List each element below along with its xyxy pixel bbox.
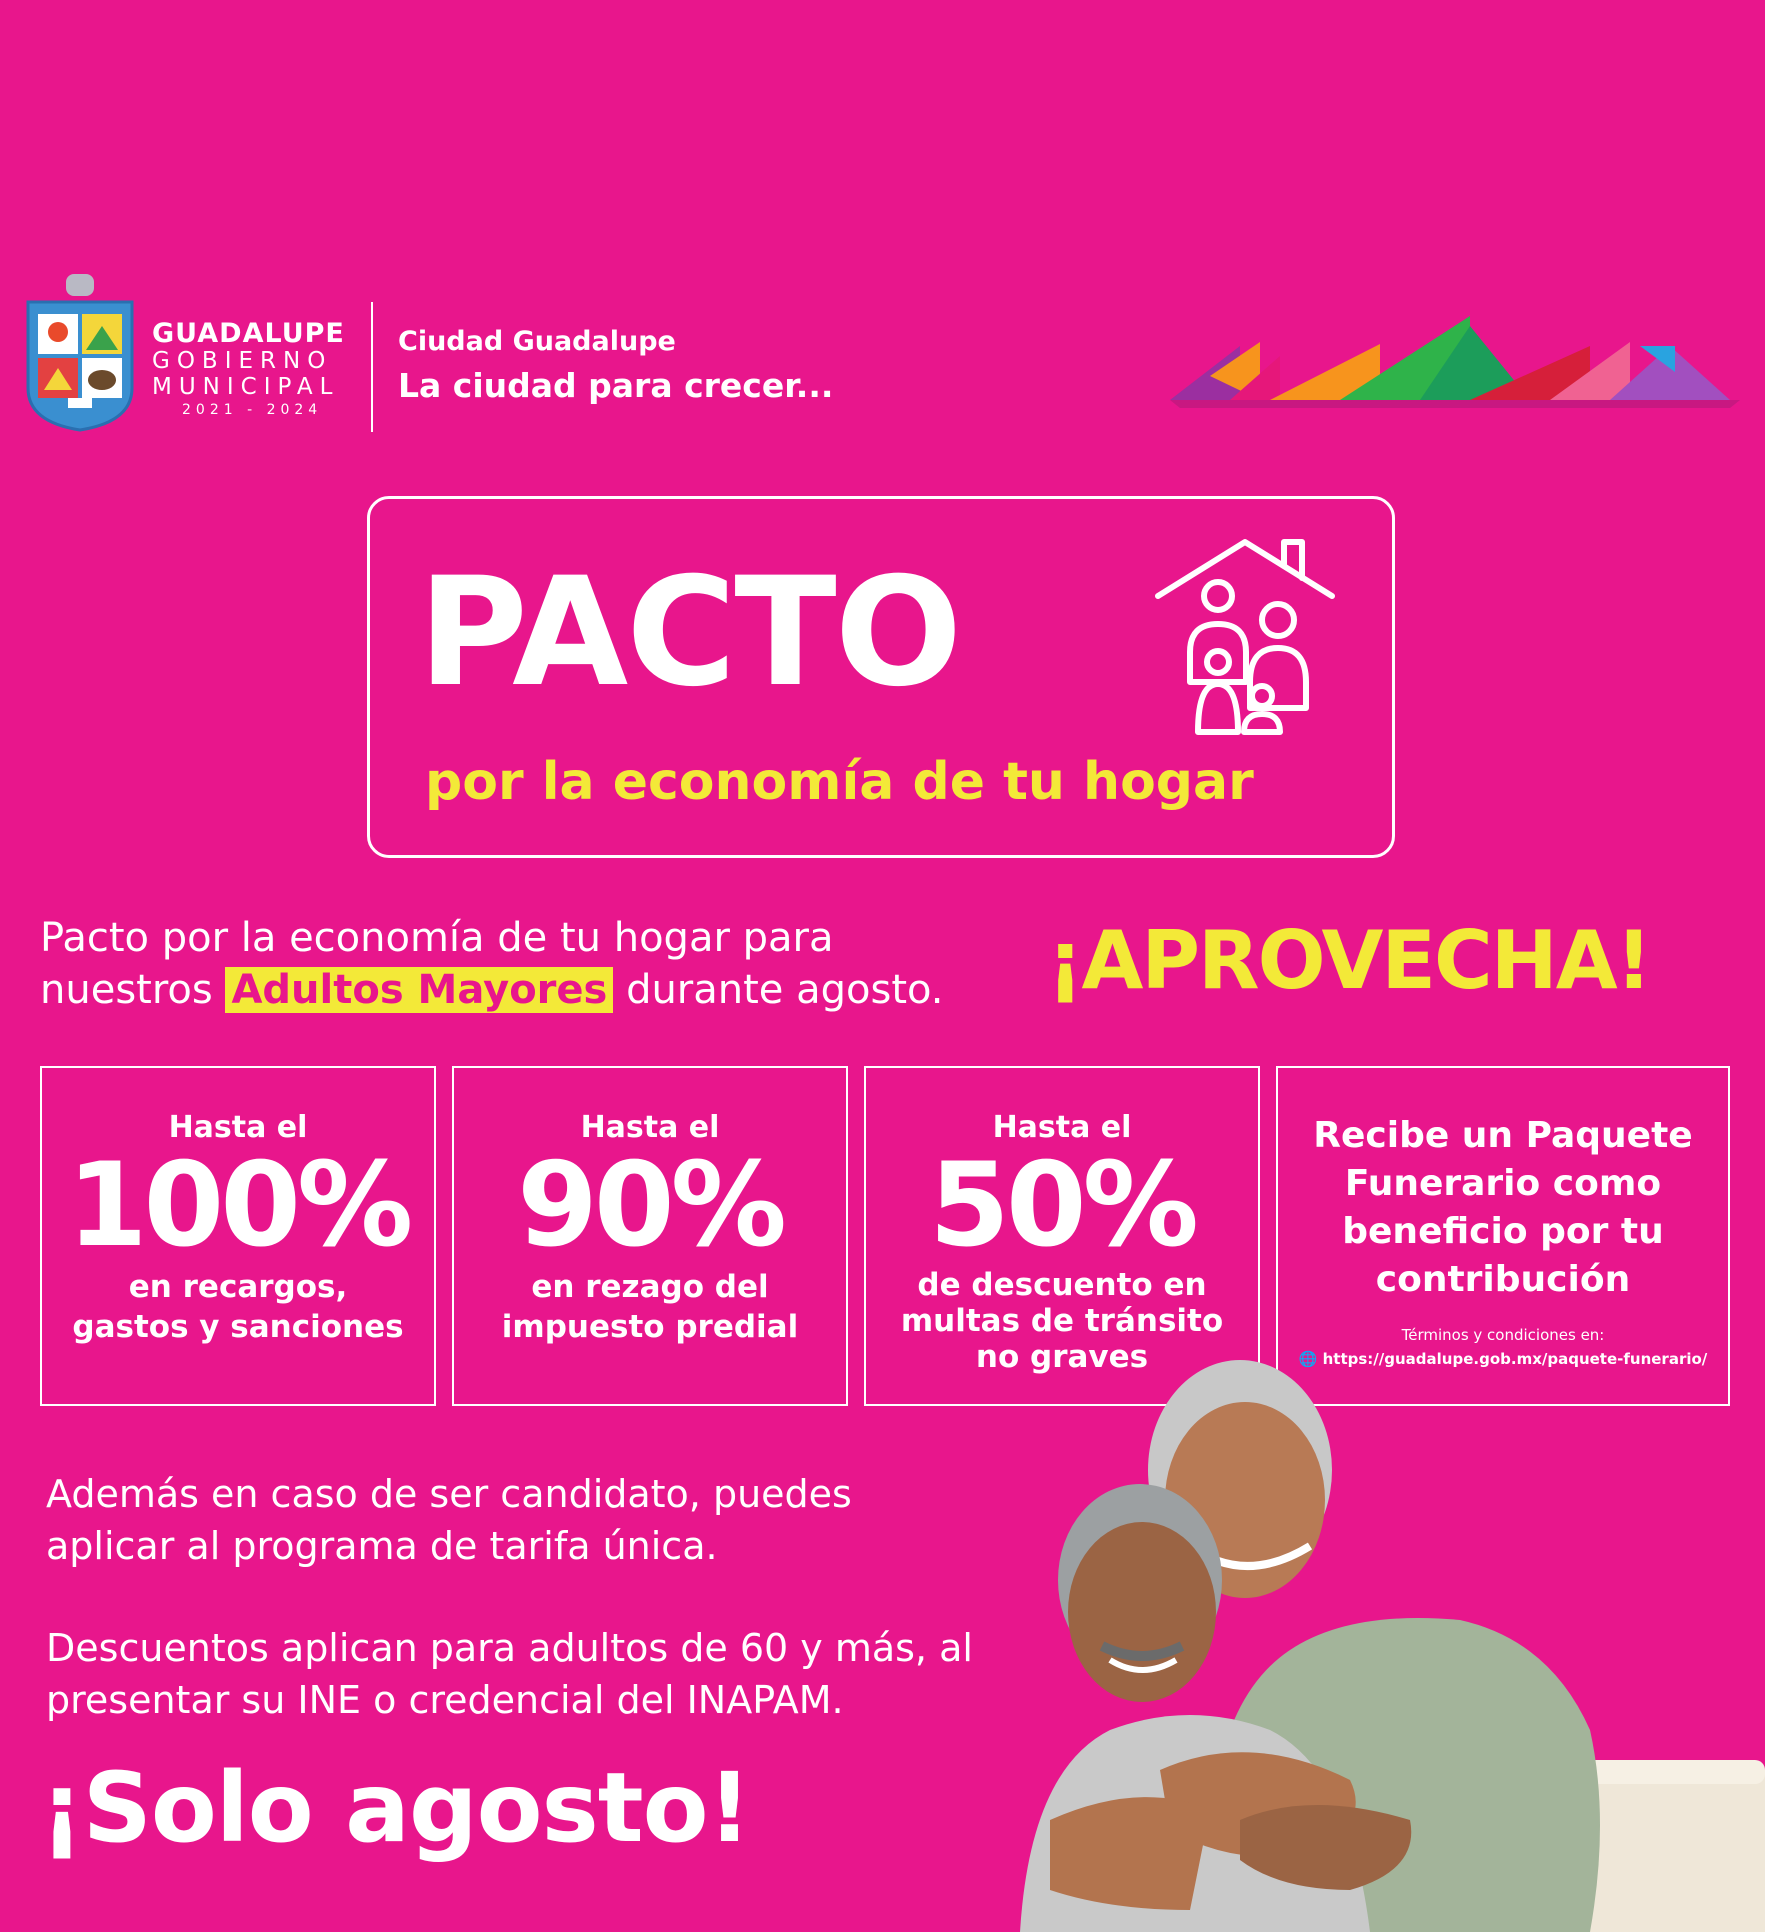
header-divider (371, 302, 373, 432)
municipal-crest-logo (24, 272, 136, 432)
intro-line-1: Pacto por la economía de tu hogar para (40, 915, 834, 961)
paragraph-tarifa (46, 1468, 852, 1572)
tnc-url[interactable]: https://guadalupe.gob.mx/paquete-funerario/ (1322, 1350, 1708, 1368)
intro-line-2-after: durante agosto. (626, 967, 944, 1013)
paragraph-requisitos (46, 1622, 973, 1726)
benefit-desc-1: en rezago del (531, 1269, 769, 1305)
benefit-card-recargos (40, 1066, 436, 1406)
funeral-line-4: contribución (1375, 1259, 1631, 1300)
paragraph-tarifa-line-2: aplicar al programa de tarifa única. (46, 1524, 718, 1568)
paragraph-requisitos-line-2: presentar su INE o credencial del INAPAM. (46, 1678, 844, 1722)
intro-text (40, 912, 944, 1016)
benefit-desc-2: impuesto predial (501, 1309, 799, 1345)
funeral-line-3: beneficio por tu (1342, 1211, 1664, 1252)
benefit-percent: 100% (66, 1138, 410, 1273)
city-name: Ciudad Guadalupe (398, 326, 676, 357)
colorful-mountains-logo (1170, 316, 1740, 408)
funeral-line-1: Recibe un Paquete (1313, 1115, 1693, 1156)
intro-highlight: Adultos Mayores (225, 967, 613, 1013)
gov-line-2: MUNICIPAL (152, 374, 340, 400)
benefit-desc-2: gastos y sanciones (72, 1309, 404, 1345)
funeral-line-2: Funerario como (1344, 1163, 1662, 1204)
benefit-desc-1: de descuento en (917, 1267, 1207, 1303)
intro-line-2 (40, 964, 944, 1016)
hero-title: PACTO (418, 546, 961, 720)
benefit-pre: Hasta el (168, 1110, 308, 1145)
benefit-desc-2: multas de tránsito (900, 1303, 1224, 1339)
paragraph-tarifa-line-1: Además en caso de ser candidato, puedes (46, 1472, 852, 1516)
closing-callout: ¡Solo agosto! (40, 1752, 751, 1864)
elderly-couple-photo (990, 1350, 1765, 1932)
benefit-percent: 50% (929, 1138, 1195, 1273)
hero-subtitle: por la economía de tu hogar (425, 752, 1254, 812)
globe-icon: 🌐 (1298, 1350, 1323, 1368)
benefit-desc-3: no graves (975, 1339, 1149, 1375)
city-slogan: La ciudad para crecer... (398, 366, 834, 405)
benefit-desc-1: en recargos, (128, 1269, 348, 1305)
gov-line-1: GOBIERNO (152, 348, 333, 374)
benefit-percent: 90% (517, 1138, 783, 1273)
benefit-card-predial (452, 1066, 848, 1406)
paragraph-requisitos-line-1: Descuentos aplican para adultos de 60 y más, al (46, 1626, 973, 1670)
family-house-icon (1150, 532, 1340, 738)
gov-name: GUADALUPE (152, 318, 345, 349)
tnc-label: Términos y condiciones en: (1401, 1326, 1605, 1344)
intro-line-2-before: nuestros (40, 967, 213, 1013)
benefit-pre: Hasta el (992, 1110, 1132, 1145)
aprovecha-callout: ¡APROVECHA! (1047, 914, 1651, 1007)
benefit-pre: Hasta el (580, 1110, 720, 1145)
gov-years: 2021 - 2024 (182, 402, 323, 418)
